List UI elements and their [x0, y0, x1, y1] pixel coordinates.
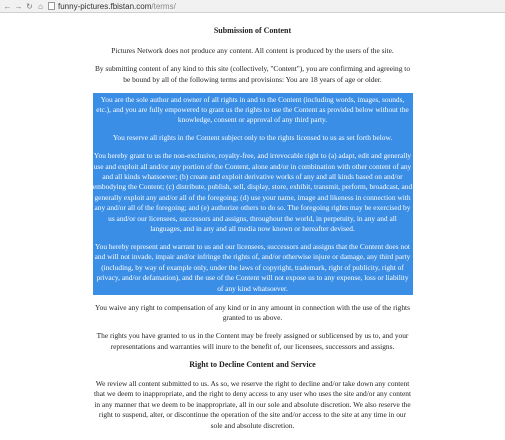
- page-icon: [48, 2, 55, 10]
- ownership-paragraph: You are the sole author and owner of all rights in and to the Content (including words, images, sounds, etc.), and you are fully empowered to grant us the rights to use the Content as provided below without the knowledge, consent or approval of any third party.: [96, 94, 409, 125]
- grant-paragraph: You hereby grant to us the non-exclusive, royalty-free, and irrevocable right to (a) adapt, edit and generally use and exploit all and/or any portion of the Content, alone and/or in combination with other content of any and all kinds whatsoever; (b) create and exploit derivative works of any and all kinds based on and/or embodying the Content; (c) distribute, publish, sell, display, store, exhibit, transmit, perform, broadcast, and generally exploit any and/or all of the foregoing; (d) use your name, image and likeness in connection with any and/or all of the foregoing; and (e) authorize others to do so. The foregoing rights may be exercised by us and/or our licensees, successors and assigns, throughout the world, in perpetuity, in any and all languages, and in any and all media now known or hereafter devised.: [92, 151, 413, 234]
- browser-toolbar: [0, 0, 505, 13]
- terms-content: [93, 13, 413, 431]
- home-icon[interactable]: ⌂: [38, 1, 43, 11]
- waive-paragraph: You waive any right to compensation of any kind or in any amount in connection with the use of the rights granted to us above.: [95, 303, 410, 323]
- warranty-paragraph: You hereby represent and warrant to us and our licensees, successors and assigns that the Content does not and will not invade, impair and/or infringe the rights of, and/or otherwise injure or damage, any third party (including, by way of example only, under the laws of copyright, trademark, right of publicity, right of privacy, and/or defamation), and the use of the Content will not expose us to any expense, loss or liability of any kind whatsoever.: [94, 242, 411, 293]
- url-host: funny-pictures.fbistan.com: [58, 1, 152, 11]
- address-bar[interactable]: [48, 2, 176, 11]
- forward-arrow-icon[interactable]: →: [14, 1, 23, 11]
- reload-icon[interactable]: ↻: [26, 1, 33, 11]
- assign-paragraph: The rights you have granted to us in the Content may be freely assigned or sublicensed by us to, and your representations and warranties will inure to the benefit of, our licensees, successors and assigns.: [96, 331, 409, 351]
- agree-paragraph: By submitting content of any kind to this site (collectively, "Content"), you are confirming and agreeing to be bound by all of the following terms and provisions: You are 18 years of age or older.: [94, 64, 411, 84]
- section-title: Right to Decline Content and Service: [189, 359, 316, 369]
- reserve-paragraph: You reserve all rights in the Content subject only to the rights licensed to us as set forth below.: [112, 133, 393, 143]
- page-title: Submission of Content: [213, 26, 292, 35]
- back-arrow-icon[interactable]: ←: [3, 1, 12, 11]
- selected-text-block: [93, 93, 413, 295]
- review-paragraph: We review all content submitted to us. As so, we reserve the right to decline and/or take down any content that we deem to inappropriate, and the right to deny access to any user who uses the site and/or any content in any manner that we deem to be inappropriate, all in our sole and absolute discretion. We also reserve the right to suspend, alter, or discontinue the operation of the site and/or access to the site at any time in our sole and absolute discretion.: [93, 379, 412, 430]
- intro-paragraph: Pictures Network does not produce any content. All content is produced by the users of the site.: [111, 46, 394, 56]
- url-path: /terms/: [151, 1, 176, 11]
